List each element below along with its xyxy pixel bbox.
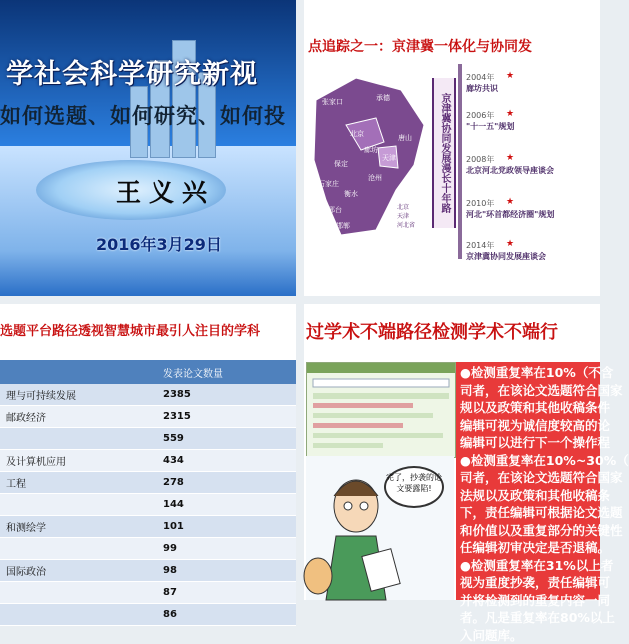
slide-map-panel	[304, 0, 600, 296]
table-cell: 278	[157, 472, 296, 494]
table-cell: 和测绘学	[0, 516, 157, 538]
speech-bubble: 完了，抄袭的论文要露陷!	[384, 466, 444, 508]
timeline-event: 河北"环首都经济圈"规划	[466, 210, 555, 219]
map-label: 唐山	[398, 134, 412, 142]
table-row	[0, 450, 296, 472]
table-cell: 及计算机应用	[0, 450, 157, 472]
legend-label: 河北省	[397, 222, 416, 229]
star-icon: ★	[506, 239, 515, 249]
table-row	[0, 604, 296, 626]
table-cell: 2385	[157, 384, 296, 406]
table-cell	[0, 428, 157, 450]
table-row	[0, 538, 296, 560]
paper-count-table	[0, 360, 296, 626]
slide-author: 王义兴	[116, 178, 216, 207]
timeline-year: 2006年	[466, 111, 495, 120]
table-row	[0, 516, 296, 538]
table-row	[0, 560, 296, 582]
table-cell: 邮政经济	[0, 406, 157, 428]
table-cell	[0, 582, 157, 604]
slide-title: 学社会科学研究新视	[6, 59, 258, 90]
timeline-item	[466, 198, 600, 220]
table-cell: 国际政治	[0, 560, 157, 582]
timeline-line	[458, 64, 462, 259]
timeline-event: 廊坊共识	[466, 84, 498, 93]
table-header-cell	[0, 360, 157, 384]
timeline-event: 京津冀协同发展座谈会	[466, 252, 546, 261]
map-label: 邯郸	[336, 222, 350, 230]
slide-title-panel	[0, 0, 296, 296]
table-row	[0, 582, 296, 604]
table-cell	[0, 604, 157, 626]
star-icon: ★	[506, 153, 515, 163]
slide-title: 过学术不端路径检测学术不端行	[306, 322, 558, 343]
star-icon: ★	[506, 197, 515, 207]
timeline-item	[466, 72, 600, 94]
region-map	[306, 70, 432, 238]
timeline-item	[466, 240, 600, 262]
slide-plagiarism-panel	[304, 304, 629, 643]
legend-label: 北京	[397, 204, 410, 211]
table-row	[0, 406, 296, 428]
detection-rules-text: ●检测重复率在10%（不含 司者，在该论文选题符合国家 规以及政策和其他收稿条件 编辑可视为诚信度较高的论 编辑可以进行下一个操作程 ●检测重复率在10%~30%（ 司者，在该论文选题符合国家 法规以及政策和其他收稿条 下，责任编辑可根据论文选题 和价值以及重复部分的关键性 任编辑初审决定是否退稿。 ●检测重复率在31%以上者 视为重度抄袭，责任编辑可 并将检测到的重复内容一同 者。凡是重复率在80%以上 入问题库。	[456, 362, 600, 600]
slide-table-panel	[0, 304, 296, 620]
table-cell: 86	[157, 604, 296, 626]
table-row	[0, 472, 296, 494]
map-label: 衡水	[344, 190, 358, 198]
timeline-item	[466, 154, 600, 176]
table-header-cell: 发表论文数量	[157, 360, 296, 384]
screenshot-graphic	[307, 363, 455, 457]
slide-title: 选题平台路径透视智慧城市最引人注目的学科	[0, 324, 261, 339]
slide-date: 2016年3月29日	[96, 235, 222, 254]
table-cell: 理与可持续发展	[0, 384, 157, 406]
map-label: 邢台	[328, 206, 342, 214]
table-cell: 工程	[0, 472, 157, 494]
table-cell: 98	[157, 560, 296, 582]
table-cell: 144	[157, 494, 296, 516]
slide-title: 点追踪之一：京津冀一体化与协同发	[308, 39, 532, 55]
table-row	[0, 384, 296, 406]
table-row	[0, 494, 296, 516]
table-cell: 2315	[157, 406, 296, 428]
map-label: 北京	[350, 130, 364, 138]
star-icon: ★	[506, 71, 515, 81]
table-cell: 87	[157, 582, 296, 604]
timeline-year: 2004年	[466, 73, 495, 82]
map-label: 张家口	[322, 98, 343, 106]
timeline-item	[466, 110, 600, 132]
table-cell: 559	[157, 428, 296, 450]
table-row	[0, 428, 296, 450]
table-cell: 434	[157, 450, 296, 472]
table-cell	[0, 494, 157, 516]
timeline-event: "十一五"规划	[466, 122, 515, 131]
timeline-year: 2010年	[466, 199, 495, 208]
table-cell: 101	[157, 516, 296, 538]
timeline-year: 2008年	[466, 155, 495, 164]
software-screenshot	[306, 362, 456, 458]
map-label: 廊坊	[364, 146, 378, 154]
star-icon: ★	[506, 109, 515, 119]
legend-label: 天津	[397, 213, 410, 220]
map-label: 保定	[334, 160, 348, 168]
map-label: 沧州	[368, 174, 382, 182]
map-label: 石家庄	[318, 180, 339, 188]
table-header-row	[0, 360, 296, 384]
table-cell	[0, 538, 157, 560]
map-label: 承德	[376, 94, 390, 102]
map-label: 天津	[382, 154, 396, 162]
timeline-event: 北京河北党政领导座谈会	[466, 166, 554, 175]
timeline-year: 2014年	[466, 241, 495, 250]
slide-subtitle: 如何选题、如何研究、如何投	[0, 104, 286, 128]
table-cell: 99	[157, 538, 296, 560]
vertical-banner: 京津冀协同发展漫长十年路	[432, 78, 456, 228]
